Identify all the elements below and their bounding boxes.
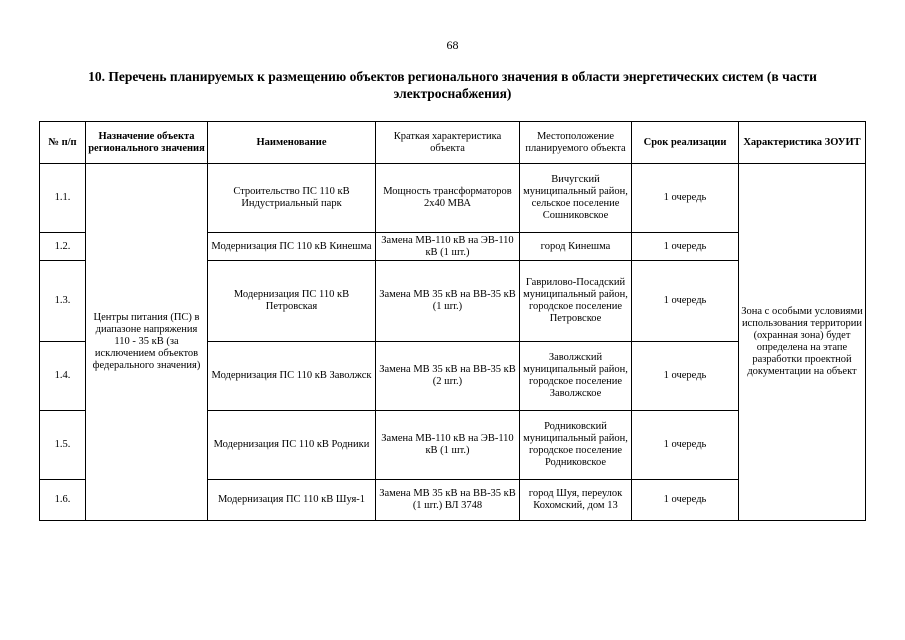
row-num: 1.6. [40,480,86,521]
row-brief: Замена МВ-110 кВ на ЭВ-110 кВ (1 шт.) [376,411,520,480]
row-name: Модернизация ПС 110 кВ Родники [208,411,376,480]
row-num: 1.5. [40,411,86,480]
zone-characteristic-cell: Зона с особыми условиями использования территории (охранная зона) будет определена на этапе разработки проектной документации на объект [739,164,866,521]
row-term: 1 очередь [632,164,739,233]
row-num: 1.4. [40,342,86,411]
row-name: Модернизация ПС 110 кВ Заволжск [208,342,376,411]
row-num: 1.3. [40,261,86,342]
row-name: Модернизация ПС 110 кВ Петровская [208,261,376,342]
row-location: Заволжский муниципальный район, городское поселение Заволжское [520,342,632,411]
row-brief: Замена МВ 35 кВ на ВВ-35 кВ (1 шт.) ВЛ 3748 [376,480,520,521]
row-num: 1.2. [40,233,86,261]
header-zone: Характеристика ЗОУИТ [739,122,866,164]
header-name: Наименование [208,122,376,164]
row-brief: Замена МВ 35 кВ на ВВ-35 кВ (2 шт.) [376,342,520,411]
row-brief: Замена МВ-110 кВ на ЭВ-110 кВ (1 шт.) [376,233,520,261]
row-term: 1 очередь [632,233,739,261]
header-num: № п/п [40,122,86,164]
header-term: Срок реализации [632,122,739,164]
page-number: 68 [446,38,459,52]
header-location: Местоположение планируемого объекта [520,122,632,164]
row-location: Гаврилово-Посадский муниципальный район, городское поселение Петровское [520,261,632,342]
document-title: 10. Перечень планируемых к размещению объектов регионального значения в области энергетических систем (в части электроснабжения) [88,69,817,101]
table-row [40,164,866,233]
row-location: город Кинешма [520,233,632,261]
header-purpose: Назначение объекта регионального значения [86,122,208,164]
row-brief: Мощность трансформаторов 2х40 МВА [376,164,520,233]
row-brief: Замена МВ 35 кВ на ВВ-35 кВ (1 шт.) [376,261,520,342]
row-term: 1 очередь [632,411,739,480]
row-name: Модернизация ПС 110 кВ Шуя-1 [208,480,376,521]
row-term: 1 очередь [632,342,739,411]
row-location: Родниковский муниципальный район, городское поселение Родниковское [520,411,632,480]
header-brief: Краткая характеристика объекта [376,122,520,164]
row-location: Вичугский муниципальный район, сельское поселение Сошниковское [520,164,632,233]
row-term: 1 очередь [632,261,739,342]
header-row [40,122,866,164]
row-name: Модернизация ПС 110 кВ Кинешма [208,233,376,261]
row-num: 1.1. [40,164,86,233]
objects-table [39,121,866,521]
row-location: город Шуя, переулок Кохомский, дом 13 [520,480,632,521]
row-name: Строительство ПС 110 кВ Индустриальный парк [208,164,376,233]
group-purpose-cell: Центры питания (ПС) в диапазоне напряжения 110 - 35 кВ (за исключением объектов федерального значения) [86,164,208,521]
row-term: 1 очередь [632,480,739,521]
